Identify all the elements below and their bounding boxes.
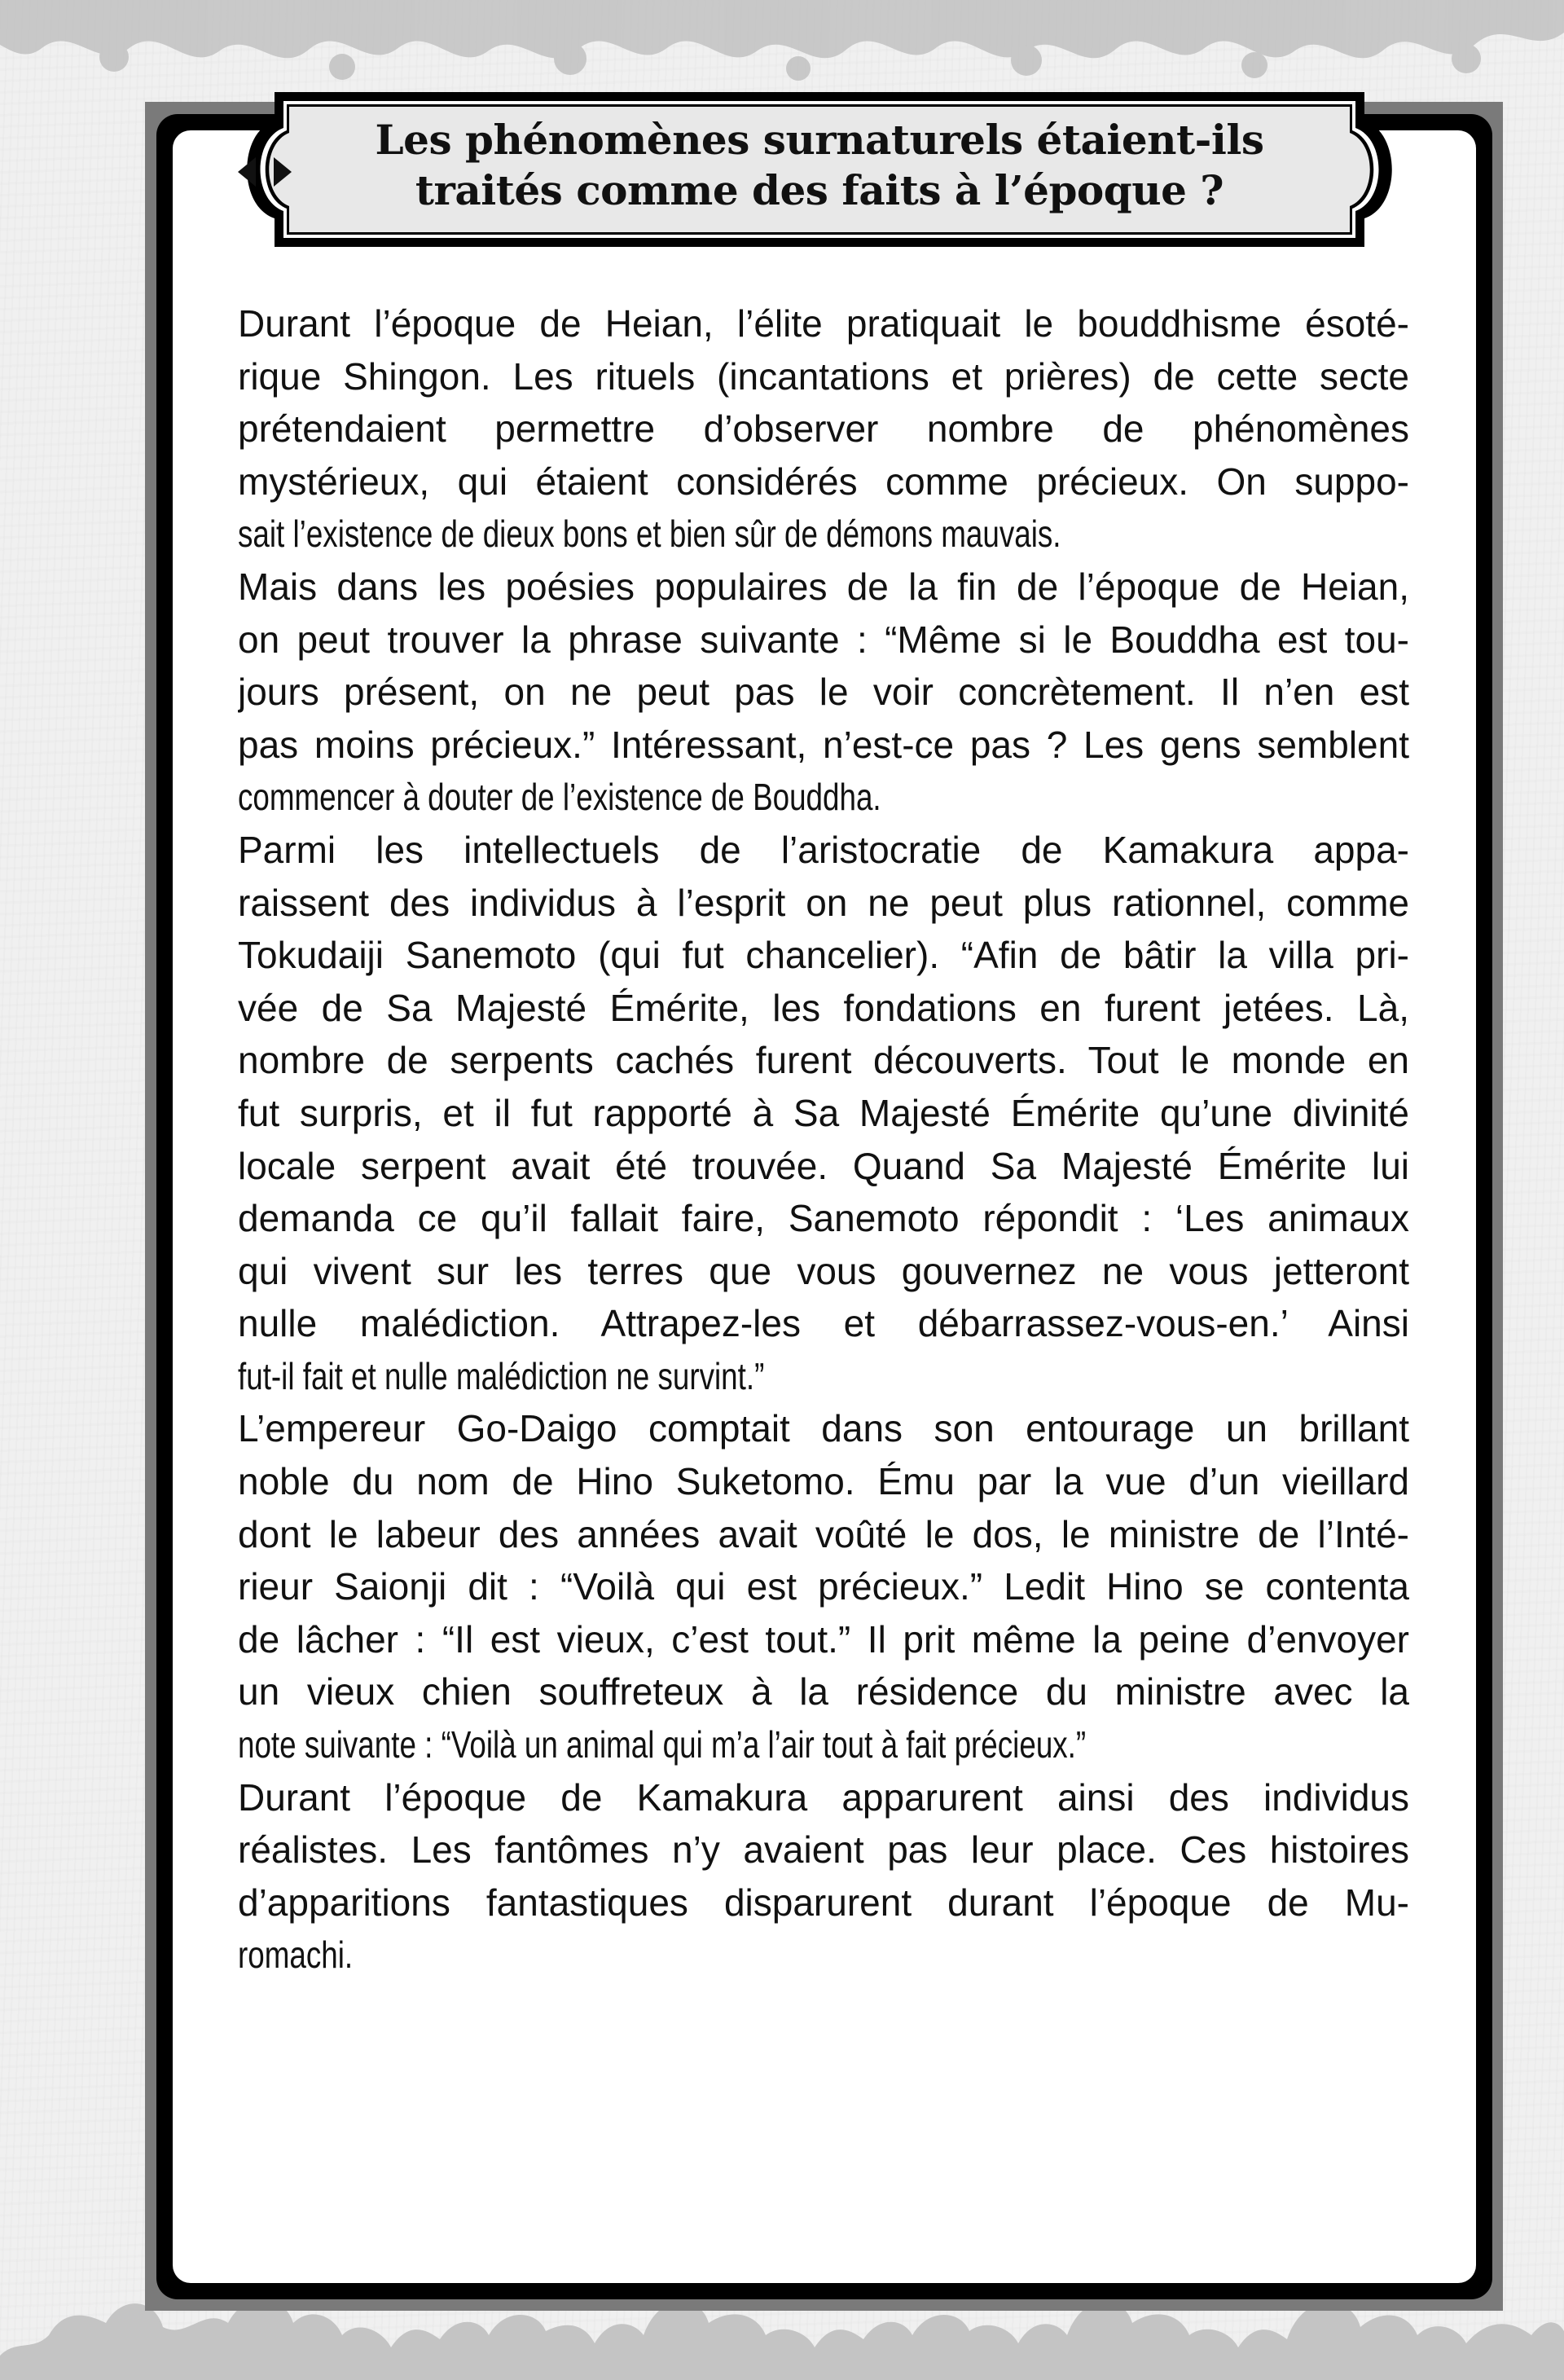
text-line: demanda ce qu’il fallait faire, Sanemoto répondit : ‘Les animaux: [238, 1197, 1409, 1240]
text-line: réalistes. Les fantômes n’y avaient pas leur place. Ces histoires: [238, 1828, 1409, 1872]
text-line: Tokudaiji Sanemoto (qui fut chancelier). “Afin de bâtir la villa pri-: [238, 934, 1409, 977]
text-line: prétendaient permettre d’observer nombre de phénomènes: [238, 407, 1409, 451]
text-line: de lâcher : “Il est vieux, c’est tout.” Il prit même la peine d’envoyer: [238, 1617, 1409, 1661]
text-line: qui vivent sur les terres que vous gouvernez ne vous jetteront: [238, 1249, 1409, 1292]
text-line: Mais dans les poésies populaires de la fin de l’époque de Heian,: [238, 565, 1409, 608]
text-line: d’apparitions fantastiques disparurent durant l’époque de Mu-: [238, 1881, 1409, 1924]
text-line: nombre de serpents cachés furent découverts. Tout le monde en: [238, 1039, 1409, 1082]
text-line: noble du nom de Hino Suketomo. Ému par la vue d’un vieillard: [238, 1460, 1409, 1503]
text-line: sait l’existence de dieux bons et bien sûr de démons mauvais.: [238, 513, 1061, 556]
title-line: traités comme des faits à l’époque ?: [415, 166, 1224, 214]
text-line: L’empereur Go-Daigo comptait dans son entourage un brillant: [238, 1407, 1409, 1450]
text-line: nulle malédiction. Attrapez-les et débarrassez-vous-en.’ Ainsi: [238, 1302, 1409, 1345]
title-line: Les phénomènes surnaturels étaient-ils: [375, 116, 1264, 164]
text-line: locale serpent avait été trouvée. Quand Sa Majesté Émérite lui: [238, 1144, 1409, 1187]
text-line: romachi.: [238, 1933, 354, 1977]
text-line: un vieux chien souffreteux à la résidence du ministre avec la: [238, 1670, 1409, 1714]
text-line: dont le labeur des années avait voûté le dos, le ministre de l’Inté-: [238, 1512, 1409, 1555]
text-line: mystérieux, qui étaient considérés comme précieux. On suppo-: [238, 460, 1409, 503]
text-line: jours présent, on ne peut pas le voir concrètement. Il n’en est: [238, 671, 1409, 714]
top-ornament-band: [0, 0, 1564, 98]
text-line: rieur Saionji dit : “Voilà qui est précieux.” Ledit Hino se contenta: [238, 1565, 1409, 1608]
text-line: Durant l’époque de Kamakura apparurent ainsi des individus: [238, 1775, 1409, 1819]
text-line: fut-il fait et nulle malédiction ne survint.”: [238, 1354, 765, 1397]
text-line: raissent des individus à l’esprit on ne peut plus rationnel, comme: [238, 881, 1409, 924]
text-line: on peut trouver la phrase suivante : “Même si le Bouddha est tou-: [238, 618, 1409, 661]
text-line: pas moins précieux.” Intéressant, n’est-ce pas ? Les gens semblent: [238, 723, 1409, 766]
text-line: Durant l’époque de Heian, l’élite pratiquait le bouddhisme ésoté-: [238, 302, 1409, 345]
article-body: [238, 297, 1409, 1982]
text-line: vée de Sa Majesté Émérite, les fondations en furent jetées. Là,: [238, 986, 1409, 1029]
text-line: note suivante : “Voilà un animal qui m’a l’air tout à fait précieux.”: [238, 1723, 1087, 1766]
title-banner: [238, 92, 1401, 247]
text-line: Parmi les intellectuels de l’aristocratie de Kamakura appa-: [238, 828, 1409, 871]
text-line: commencer à douter de l’existence de Bouddha.: [238, 776, 881, 819]
title-heading: [238, 115, 1401, 216]
text-line: fut surpris, et il fut rapporté à Sa Majesté Émérite qu’une divinité: [238, 1091, 1409, 1134]
text-line: rique Shingon. Les rituels (incantations et prières) de cette secte: [238, 354, 1409, 398]
cloud-scroll-ornament-top: [0, 0, 1564, 98]
